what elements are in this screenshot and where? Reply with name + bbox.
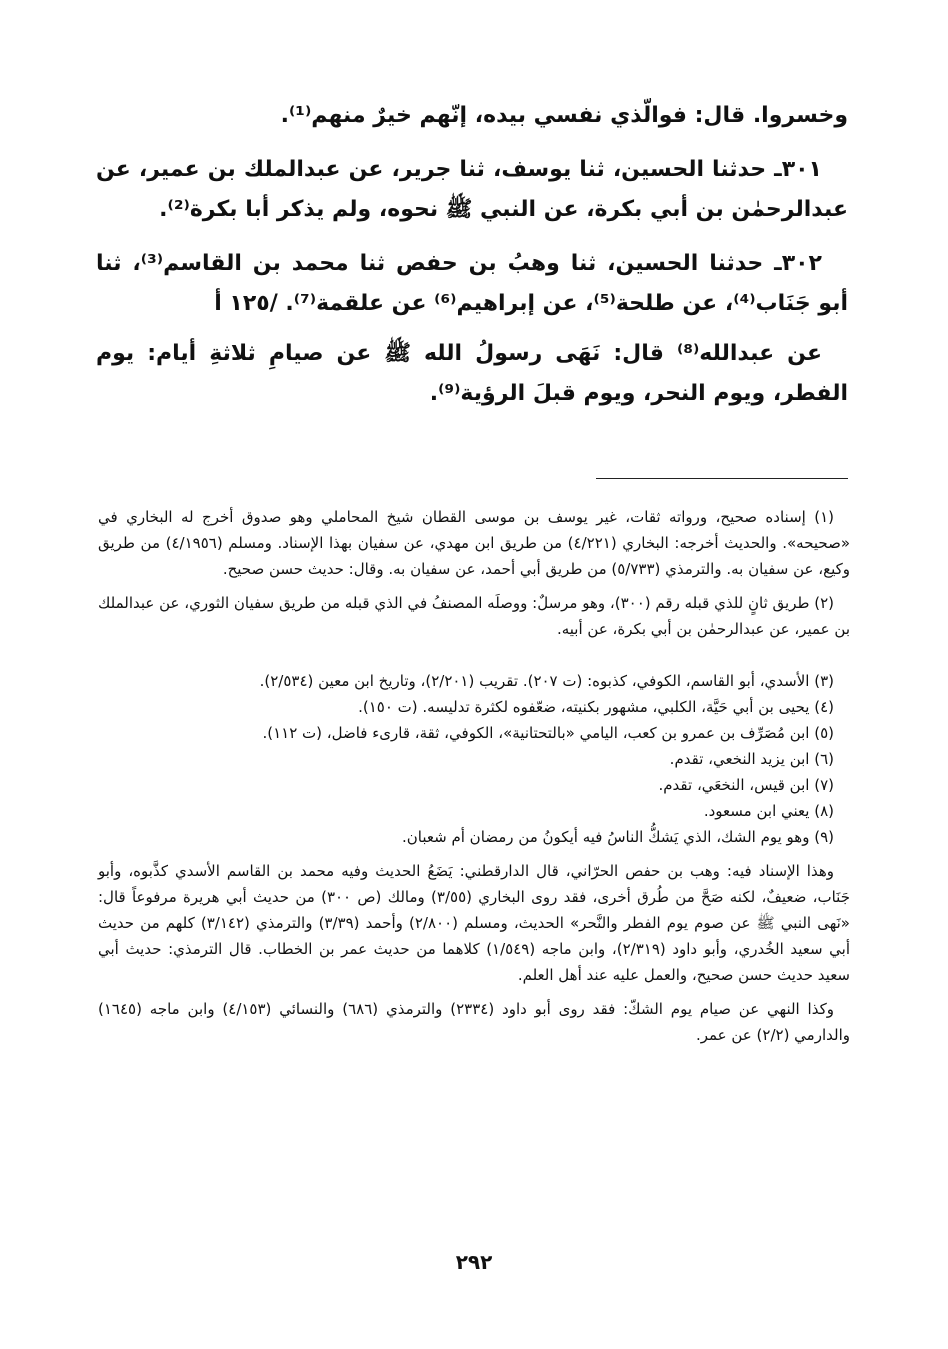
hadith-301: ٣٠١ـ حدثنا الحسين، ثنا يوسف، ثنا جرير، عن عبدالملك بن عمير، عن عبدالرحمٰن بن أبي بكرة، عن النبي ﷺ نحوه، ولم يذكر أبا بكرة⁽²⁾.: [96, 157, 848, 222]
footnote-7: (٧) ابن قيس، النخعَي، تقدم.: [658, 776, 834, 794]
text-line-continuation: وخسروا. قال: فوالّذي نفسي بيده، إنّهم خيرٌ منهم⁽¹⁾.: [280, 103, 848, 128]
hadith-302-matn: عن عبدالله⁽⁸⁾ قال: نَهَى رسولُ الله ﷺ عن صيامِ ثلاثةِ أيام: يوم الفطر، ويوم النحر، ويوم قبلَ الرؤية⁽⁹⁾.: [96, 341, 848, 406]
footnote-4: (٤) يحيى بن أبي حَيَّة، الكلبي، مشهور بكنيته، ضعّفوه لكثرة تدليسه. (ت ١٥٠).: [358, 698, 834, 716]
main-text: [96, 96, 848, 424]
footnote-divider: [596, 478, 848, 479]
footnote-1: (١) إسناده صحيح، ورواته ثقات، غير يوسف بن موسى القطان شيخ المحاملي وهو صدوق أخرج له البخاري في «صحيحه». والحديث أخرجه: البخاري (٤/٢٢١) من طريق ابن مهدي، عن سفيان بهذا الإسناد. ومسلم (٤/١٩٥٦) من طريق وكيع، عن سفيان به. والترمذي (٥/٧٣٣) من طريق أبي أحمد، عن سفيان به. وقال: حديث حسن صحيح.: [98, 508, 850, 578]
footnote-9: (٩) وهو يوم الشك، الذي يَشكُّ الناسُ فيه أيكونُ من رمضان أم شعبان.: [402, 828, 834, 846]
footnote-commentary-2: وكذا النهي عن صيام يوم الشكّ: فقد روى أبو داود (٢٣٣٤) والترمذي (٦٨٦) والنسائي (٤/١٥٣) وابن ماجه (١٦٤٥) والدارمي (٢/٢) عن عمر.: [98, 1000, 850, 1044]
hadith-302: ٣٠٢ـ حدثنا الحسين، ثنا وهبُ بن حفص ثنا محمد بن القاسم⁽³⁾، ثنا أبو جَنَاب⁽⁴⁾، عن طلحة⁽⁵⁾، عن إبراهيم⁽⁶⁾ عن علقمة⁽⁷⁾. /١٢٥ أ: [96, 251, 848, 316]
footnote-8: (٨) يعني ابن مسعود.: [703, 802, 834, 820]
page-number: ٢٩٢: [455, 1250, 493, 1274]
footnote-3: (٣) الأسدي، أبو القاسم، الكوفي، كذبوه: (ت ٢٠٧). تقريب (٢/٢٠١)، وتاريخ ابن معين (٢/٥٣٤).: [259, 672, 834, 690]
footnote-commentary: وهذا الإسناد فيه: وهب بن حفص الحرّاني، قال الدارقطني: يَضَعُ الحديث وفيه محمد بن القاسم الأسدي كذَّبوه، وأبو جَنَاب، ضعيفٌ، لكنه صَحَّ من طُرق أخرى، فقد روى البخاري (٣/٥٥) ومالك (ص ٣٠٠) من حديث أبي هريرة مرفوعاً قال: «نَهى النبي ﷺ عن صوم يوم الفطر والنَّحر» الحديث، ومسلم (٢/٨٠٠) وأحمد (٣/٣٩) والترمذي (٣/١٤٢) كلهم من حديث أبي سعيد الخُدري، وأبو داود (٢/٣١٩)، وابن ماجه (١/٥٤٩) كلاهما من حديث عمر بن الخطاب. قال الترمذي: حديث أبي سعيد حديث حسن صحيح، والعمل عليه عند أهل العلم.: [98, 862, 850, 984]
footnote-6: (٦) ابن يزيد النخعي، تقدم.: [669, 750, 834, 768]
footnotes: [98, 504, 850, 1056]
footnote-5: (٥) ابن مُصَرِّف بن عمرو بن كعب، اليامي «بالتحتانية»، الكوفي، ثقة، قارىء فاضل، (ت ١١٢).: [262, 724, 834, 742]
footnote-2: (٢) طريق ثانٍ للذي قبله رقم (٣٠٠)، وهو مرسلٌ: ووصلَه المصنفُ في الذي قبله من طريق سفيان الثوري، عن عبدالملك بن عمير، عن عبدالرحمٰن بن أبي بكرة، عن أبيه.: [98, 594, 850, 638]
